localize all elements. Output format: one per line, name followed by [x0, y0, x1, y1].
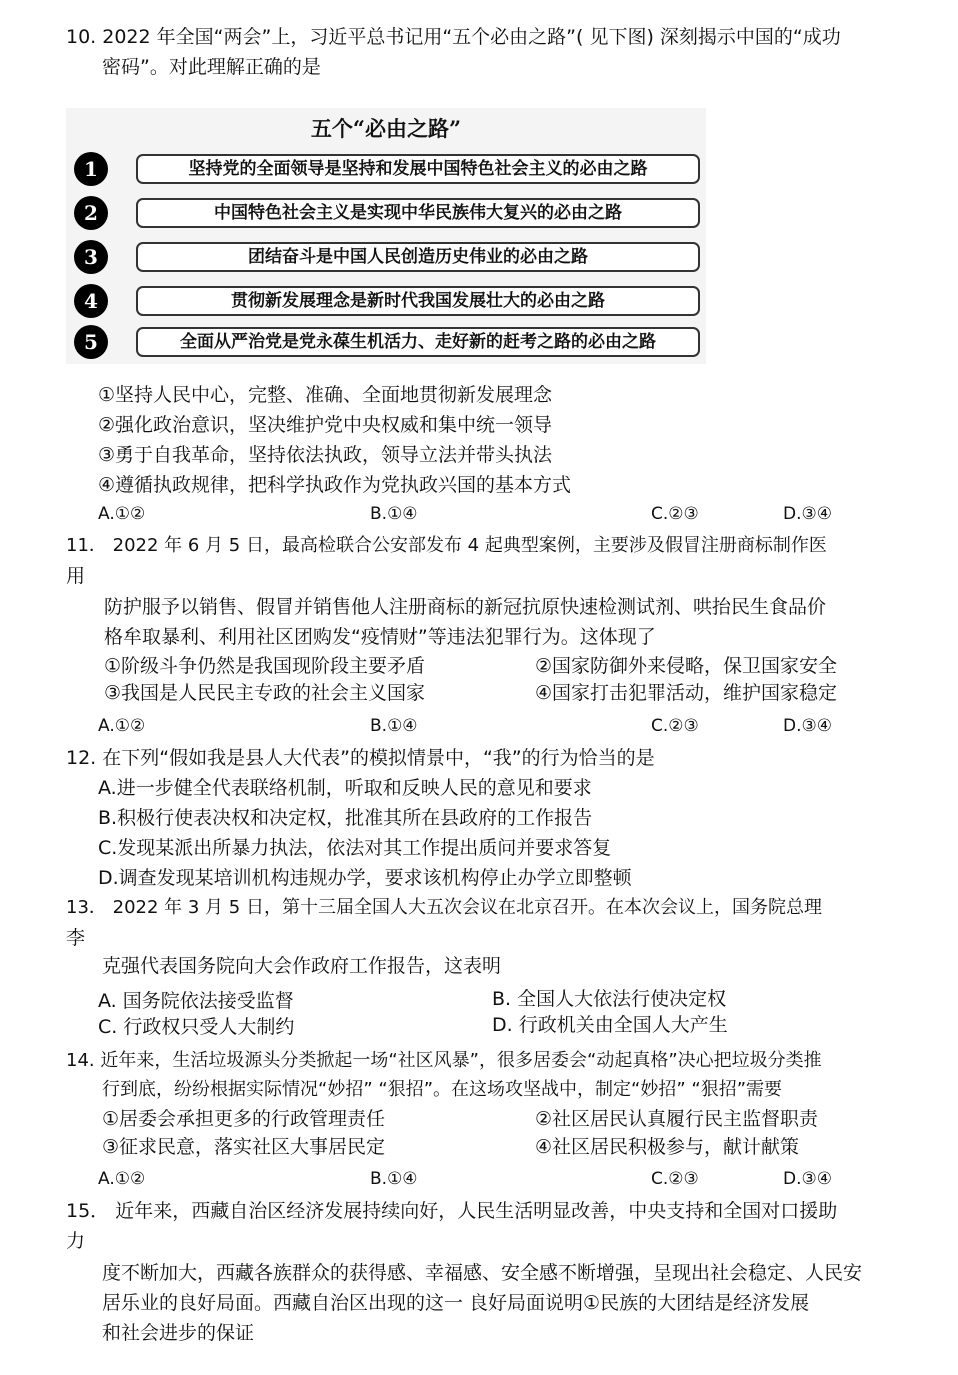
q10-answer-d: D.③④: [783, 504, 832, 524]
q15-stem-line4: 和社会进步的保证: [102, 1322, 255, 1344]
q12-option-b: B.积极行使表决权和决定权，批准其所在县政府的工作报告: [98, 807, 593, 829]
q14-option-3: ③征求民意，落实社区大事居民定: [102, 1136, 386, 1158]
q11-option-1: ①阶级斗争仍然是我国现阶段主要矛盾: [104, 655, 426, 677]
q11-answer-d: D.③④: [783, 716, 832, 736]
number-badge: 5: [74, 325, 108, 359]
figure-row-1: [74, 152, 700, 184]
figure-item-text: 全面从严治党是党永葆生机活力、走好新的赶考之路的必由之路: [136, 327, 700, 357]
q14-option-2: ②社区居民认真履行民主监督职责: [535, 1108, 819, 1130]
q10-option-2: ②强化政治意识，坚决维护党中央权威和集中统一领导: [98, 414, 553, 436]
q14-option-4: ④社区居民积极参与，献计献策: [535, 1136, 800, 1158]
q13-option-b: B. 全国人大依法行使决定权: [492, 988, 727, 1010]
q14-answer-a: A.①②: [98, 1169, 146, 1189]
q11-option-3: ③我国是人民民主专政的社会主义国家: [104, 682, 426, 704]
q11-stem-line2: 防护服予以销售、假冒并销售他人注册商标的新冠抗原快速检测试剂、哄抬民生食品价: [104, 596, 827, 618]
figure-item-text: 团结奋斗是中国人民创造历史伟业的必由之路: [136, 242, 700, 272]
figure-row-3: [74, 240, 700, 272]
figure-item-text: 坚持党的全面领导是坚持和发展中国特色社会主义的必由之路: [136, 154, 700, 184]
q15-stem-line1: 15． 近年来，西藏自治区经济发展持续向好，人民生活明显改善，中央支持和全国对口援助: [66, 1200, 838, 1222]
q12-stem: 12. 在下列“假如我是县人大代表”的模拟情景中，“我”的行为恰当的是: [66, 747, 655, 769]
q13-option-c: C. 行政权只受人大制约: [98, 1016, 295, 1038]
q14-answer-c: C.②③: [651, 1169, 699, 1189]
q11-answer-b: B.①④: [370, 716, 418, 736]
q13-stem-line2: 克强代表国务院向大会作政府工作报告，这表明: [102, 955, 502, 977]
q14-option-1: ①居委会承担更多的行政管理责任: [102, 1108, 386, 1130]
number-badge: 3: [74, 240, 108, 274]
q14-stem-line1: 14. 近年来，生活垃圾源头分类掀起一场“社区风暴”，很多居委会“动起真格”决心把垃圾分类推: [66, 1050, 822, 1071]
number-badge: 4: [74, 284, 108, 318]
q13-option-a: A. 国务院依法接受监督: [98, 990, 294, 1012]
q15-stem-line1-wrap: 力: [66, 1230, 86, 1252]
number-badge: 1: [74, 152, 108, 186]
q13-stem-line1-wrap: 李: [66, 927, 86, 949]
figure-row-4: [74, 284, 700, 316]
q11-stem-line3: 格牟取暴利、利用社区团购发“疫情财”等违法犯罪行为。这体现了: [104, 626, 656, 648]
figure-row-2: [74, 196, 700, 228]
figure-item-text: 贯彻新发展理念是新时代我国发展壮大的必由之路: [136, 286, 700, 316]
q14-stem-line2: 行到底，纷纷根据实际情况“妙招” “狠招”。在这场攻坚战中，制定“妙招” “狠招”需要: [102, 1079, 783, 1100]
figure-row-5: [74, 325, 700, 357]
q10-answer-b: B.①④: [370, 504, 418, 524]
q11-option-4: ④国家打击犯罪活动，维护国家稳定: [535, 682, 838, 704]
figure-item-text: 中国特色社会主义是实现中华民族伟大复兴的必由之路: [136, 198, 700, 228]
q11-stem-line1-wrap: 用: [66, 565, 86, 587]
q10-stem-line2: 密码”。对此理解正确的是: [102, 56, 321, 78]
q10-option-4: ④遵循执政规律，把科学执政作为党执政兴国的基本方式: [98, 474, 572, 496]
q10-answer-c: C.②③: [651, 504, 699, 524]
q12-option-a: A.进一步健全代表联络机制，听取和反映人民的意见和要求: [98, 777, 592, 799]
q14-answer-d: D.③④: [783, 1169, 832, 1189]
q15-stem-line2: 度不断加大，西藏各族群众的获得感、幸福感、安全感不断增强，呈现出社会稳定、人民安: [102, 1262, 863, 1284]
q11-answer-c: C.②③: [651, 716, 699, 736]
q12-option-d: D.调查发现某培训机构违规办学，要求该机构停止办学立即整顿: [98, 867, 632, 889]
five-paths-figure: [66, 108, 706, 364]
q11-stem-line1: 11． 2022 年 6 月 5 日，最高检联合公安部发布 4 起典型案例，主要涉及假冒注册商标制作医: [66, 535, 827, 556]
q10-stem-line1: 10. 2022 年全国“两会”上，习近平总书记用“五个必由之路”( 见下图) 深刻揭示中国的“成功: [66, 26, 841, 48]
figure-title: 五个“必由之路”: [310, 116, 462, 141]
q12-option-c: C.发现某派出所暴力执法，依法对其工作提出质问并要求答复: [98, 837, 612, 859]
q10-option-3: ③勇于自我革命，坚持依法执政，领导立法并带头执法: [98, 444, 553, 466]
number-badge: 2: [74, 196, 108, 230]
q10-option-1: ①坚持人民中心，完整、准确、全面地贯彻新发展理念: [98, 384, 553, 406]
q14-answer-b: B.①④: [370, 1169, 418, 1189]
q15-stem-line3: 居乐业的良好局面。西藏自治区出现的这一 良好局面说明①民族的大团结是经济发展: [102, 1292, 810, 1314]
q11-answer-a: A.①②: [98, 716, 146, 736]
q10-answer-a: A.①②: [98, 504, 146, 524]
q13-option-d: D. 行政机关由全国人大产生: [492, 1014, 728, 1036]
q11-option-2: ②国家防御外来侵略，保卫国家安全: [535, 655, 838, 677]
q13-stem-line1: 13． 2022 年 3 月 5 日，第十三届全国人大五次会议在北京召开。在本次会议上，国务院总理: [66, 897, 822, 918]
